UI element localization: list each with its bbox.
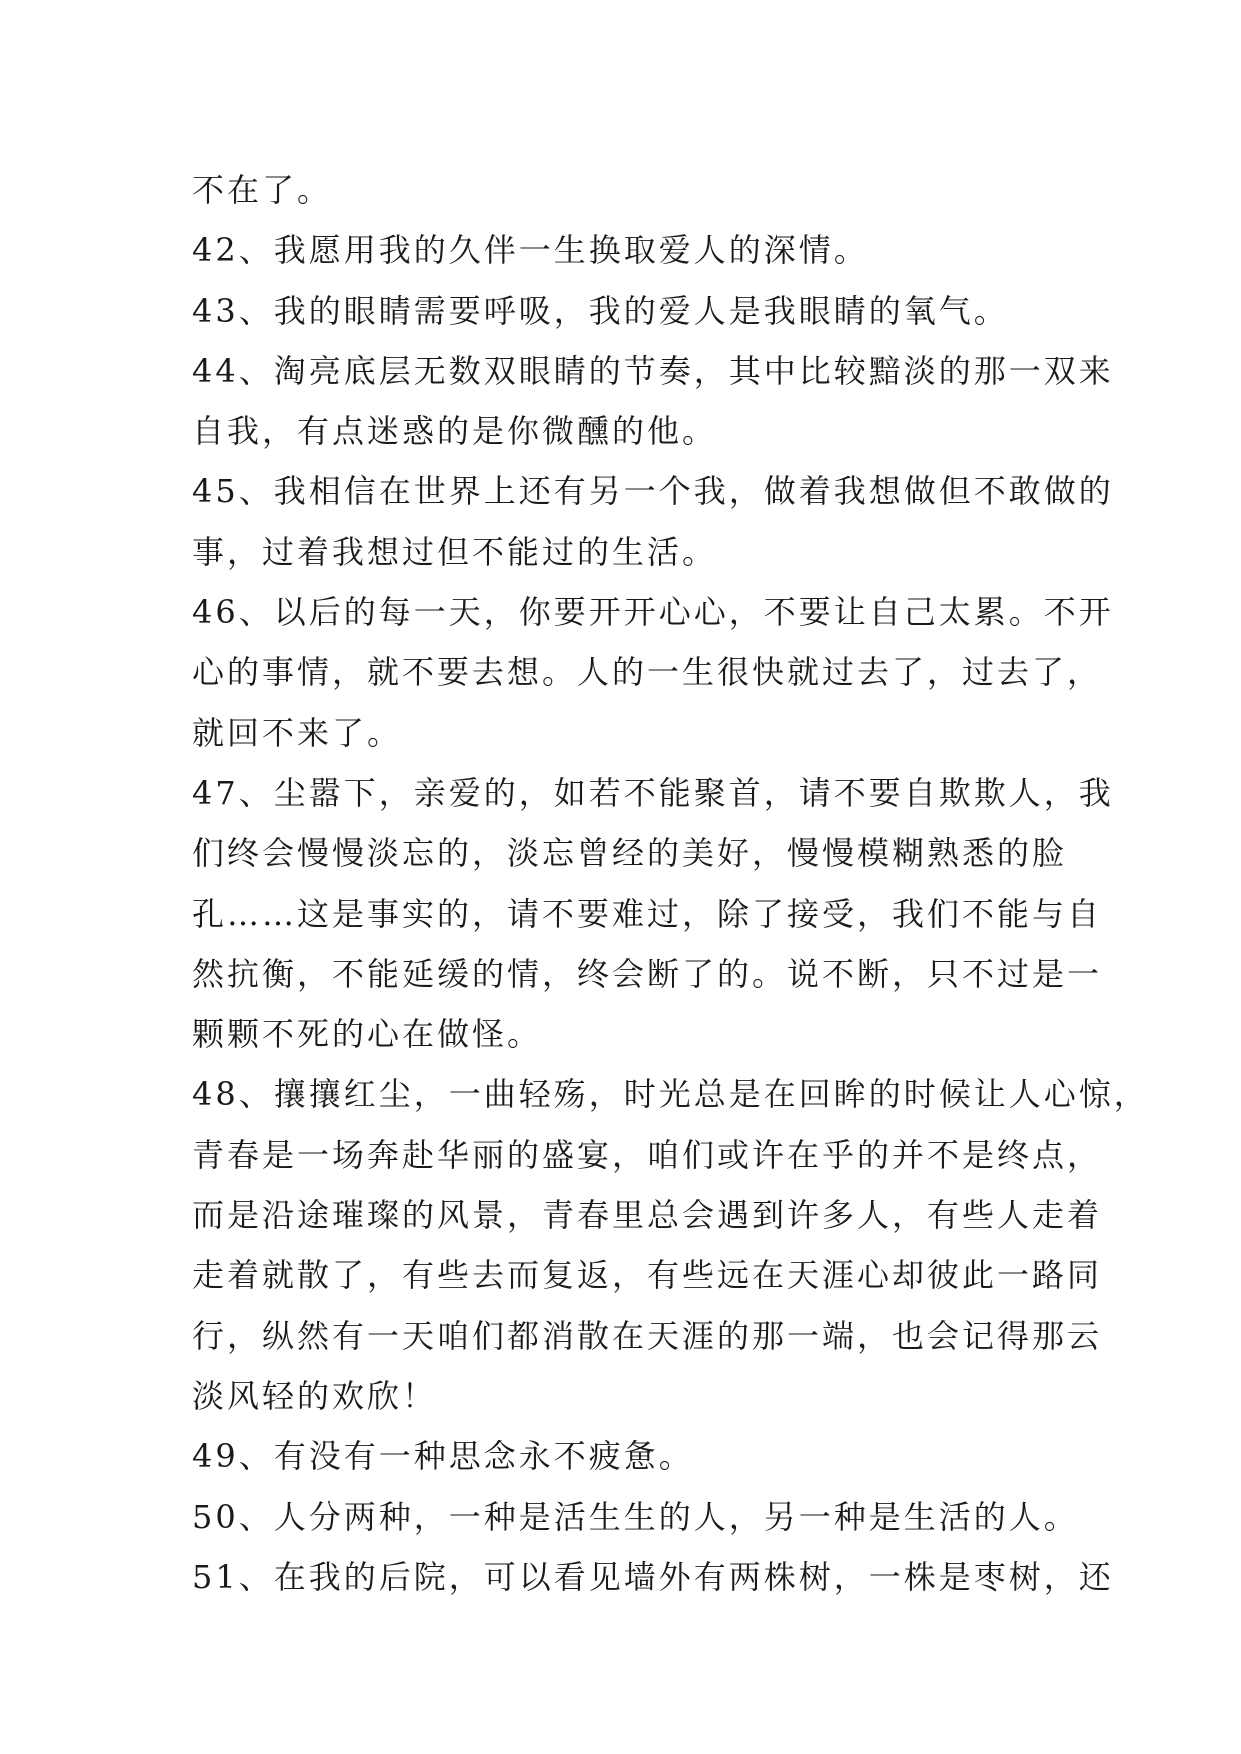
text-line: 46、以后的每一天，你要开开心心，不要让自己太累。不开 xyxy=(192,593,1114,632)
text-line: 心的事情，就不要去想。人的一生很快就过去了，过去了， xyxy=(192,653,1103,692)
text-line: 们终会慢慢淡忘的，淡忘曾经的美好，慢慢模糊熟悉的脸 xyxy=(192,834,1068,873)
text-line: 48、攘攘红尘，一曲轻殇，时光总是在回眸的时候让人心惊， xyxy=(192,1075,1149,1114)
document-body xyxy=(192,160,1149,1607)
text-line: 不在了。 xyxy=(192,171,333,209)
text-line: 51、在我的后院，可以看见墙外有两株树，一株是枣树，还 xyxy=(192,1557,1114,1596)
text-line: 43、我的眼睛需要呼吸，我的爱人是我眼睛的氧气。 xyxy=(192,291,1009,330)
text-line: 颗颗不死的心在做怪。 xyxy=(192,1015,543,1054)
text-line: 淡风轻的欢欣！ xyxy=(192,1376,438,1415)
text-line: 就回不来了。 xyxy=(192,713,403,752)
text-line: 44、淘亮底层无数双眼睛的节奏，其中比较黯淡的那一双来 xyxy=(192,351,1114,390)
text-line: 青春是一场奔赴华丽的盛宴，咱们或许在乎的并不是终点， xyxy=(192,1135,1103,1174)
text-line: 行，纵然有一天咱们都消散在天涯的那一端，也会记得那云 xyxy=(192,1316,1103,1355)
text-line: 47、尘嚣下，亲爱的，如若不能聚首，请不要自欺欺人，我 xyxy=(192,773,1114,812)
text-line: 事，过着我想过但不能过的生活。 xyxy=(192,532,718,571)
text-line: 然抗衡，不能延缓的情，终会断了的。说不断，只不过是一 xyxy=(192,954,1103,993)
text-line: 49、有没有一种思念永不疲惫。 xyxy=(192,1437,694,1476)
text-line: 自我，有点迷惑的是你微醺的他。 xyxy=(192,412,718,451)
text-line: 走着就散了，有些去而复返，有些远在天涯心却彼此一路同 xyxy=(192,1256,1103,1295)
text-line: 45、我相信在世界上还有另一个我，做着我想做但不敢做的 xyxy=(192,472,1114,511)
text-line: 孔……这是事实的，请不要难过，除了接受，我们不能与自 xyxy=(192,894,1103,933)
text-line: 而是沿途璀璨的风景，青春里总会遇到许多人，有些人走着 xyxy=(192,1196,1103,1235)
text-line: 42、我愿用我的久伴一生换取爱人的深情。 xyxy=(192,231,869,270)
text-line: 50、人分两种，一种是活生生的人，另一种是生活的人。 xyxy=(192,1497,1079,1536)
